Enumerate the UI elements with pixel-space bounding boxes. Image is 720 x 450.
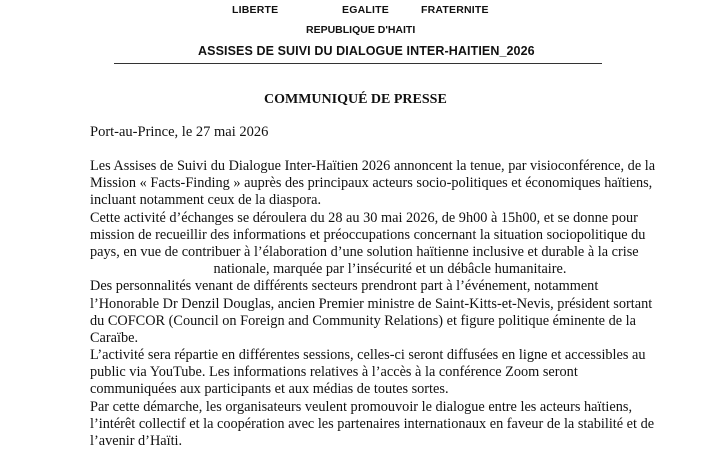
- document-title: COMMUNIQUÉ DE PRESSE: [264, 92, 447, 107]
- body-line: nationale, marquée par l’insécurité et un débâcle humanitaire.: [213, 261, 567, 278]
- body-line: L’activité sera répartie en différentes sessions, celles-ci seront diffusées en ligne et accessibles au: [90, 347, 646, 364]
- dateline: Port-au-Prince, le 27 mai 2026: [90, 124, 269, 140]
- press-release-body: [90, 158, 690, 450]
- body-line: Par cette démarche, les organisateurs veulent promouvoir le dialogue entre les acteurs haïtiens,: [90, 398, 633, 415]
- body-line: l’Honorable Dr Denzil Douglas, ancien Premier ministre de Saint-Kitts-et-Nevis, président sortant: [90, 295, 653, 312]
- body-line: communiquées aux participants et aux médias de toutes sortes.: [90, 381, 449, 398]
- body-line: Mission « Facts-Finding » auprès des principaux acteurs socio-politiques et économiques haïtiens,: [90, 175, 653, 192]
- motto-fraternite: FRATERNITE: [421, 4, 489, 16]
- body-line: Caraïbe.: [90, 329, 139, 346]
- body-line: du COFCOR (Council on Foreign and Community Relations) et figure politique éminente de la: [90, 312, 636, 329]
- body-line: incluant notamment ceux de la diaspora.: [90, 192, 322, 209]
- body-line: l’intérêt collectif et la coopération avec les partenaires internationaux en faveur de la stabilité et de: [90, 415, 655, 432]
- body-line: pays, en vue de contribuer à l’élaboration d’une solution haïtienne inclusive et durable à la crise: [90, 243, 639, 260]
- republic-heading: REPUBLIQUE D'HAITI: [306, 24, 416, 36]
- motto-liberte: LIBERTE: [232, 4, 279, 16]
- body-line: Des personnalités venant de différents secteurs prendront part à l’événement, notamment: [90, 278, 599, 295]
- body-line: Les Assises de Suivi du Dialogue Inter-Haïtien 2026 annoncent la tenue, par visioconférence, de la: [90, 158, 656, 174]
- body-line: public via YouTube. Les informations relatives à l’accès à la conférence Zoom seront: [90, 364, 578, 381]
- motto-egalite: EGALITE: [342, 4, 389, 16]
- event-heading: ASSISES DE SUIVI DU DIALOGUE INTER-HAITIEN_2026: [198, 44, 535, 58]
- body-line: Cette activité d’échanges se déroulera du 28 au 30 mai 2026, de 9h00 à 15h00, et se donne pour: [90, 209, 638, 226]
- body-line: l’avenir d’Haïti.: [90, 433, 183, 449]
- header-divider: [114, 63, 602, 64]
- body-line: mission de recueillir des informations et préoccupations concernant la situation sociopolitique du: [90, 226, 646, 243]
